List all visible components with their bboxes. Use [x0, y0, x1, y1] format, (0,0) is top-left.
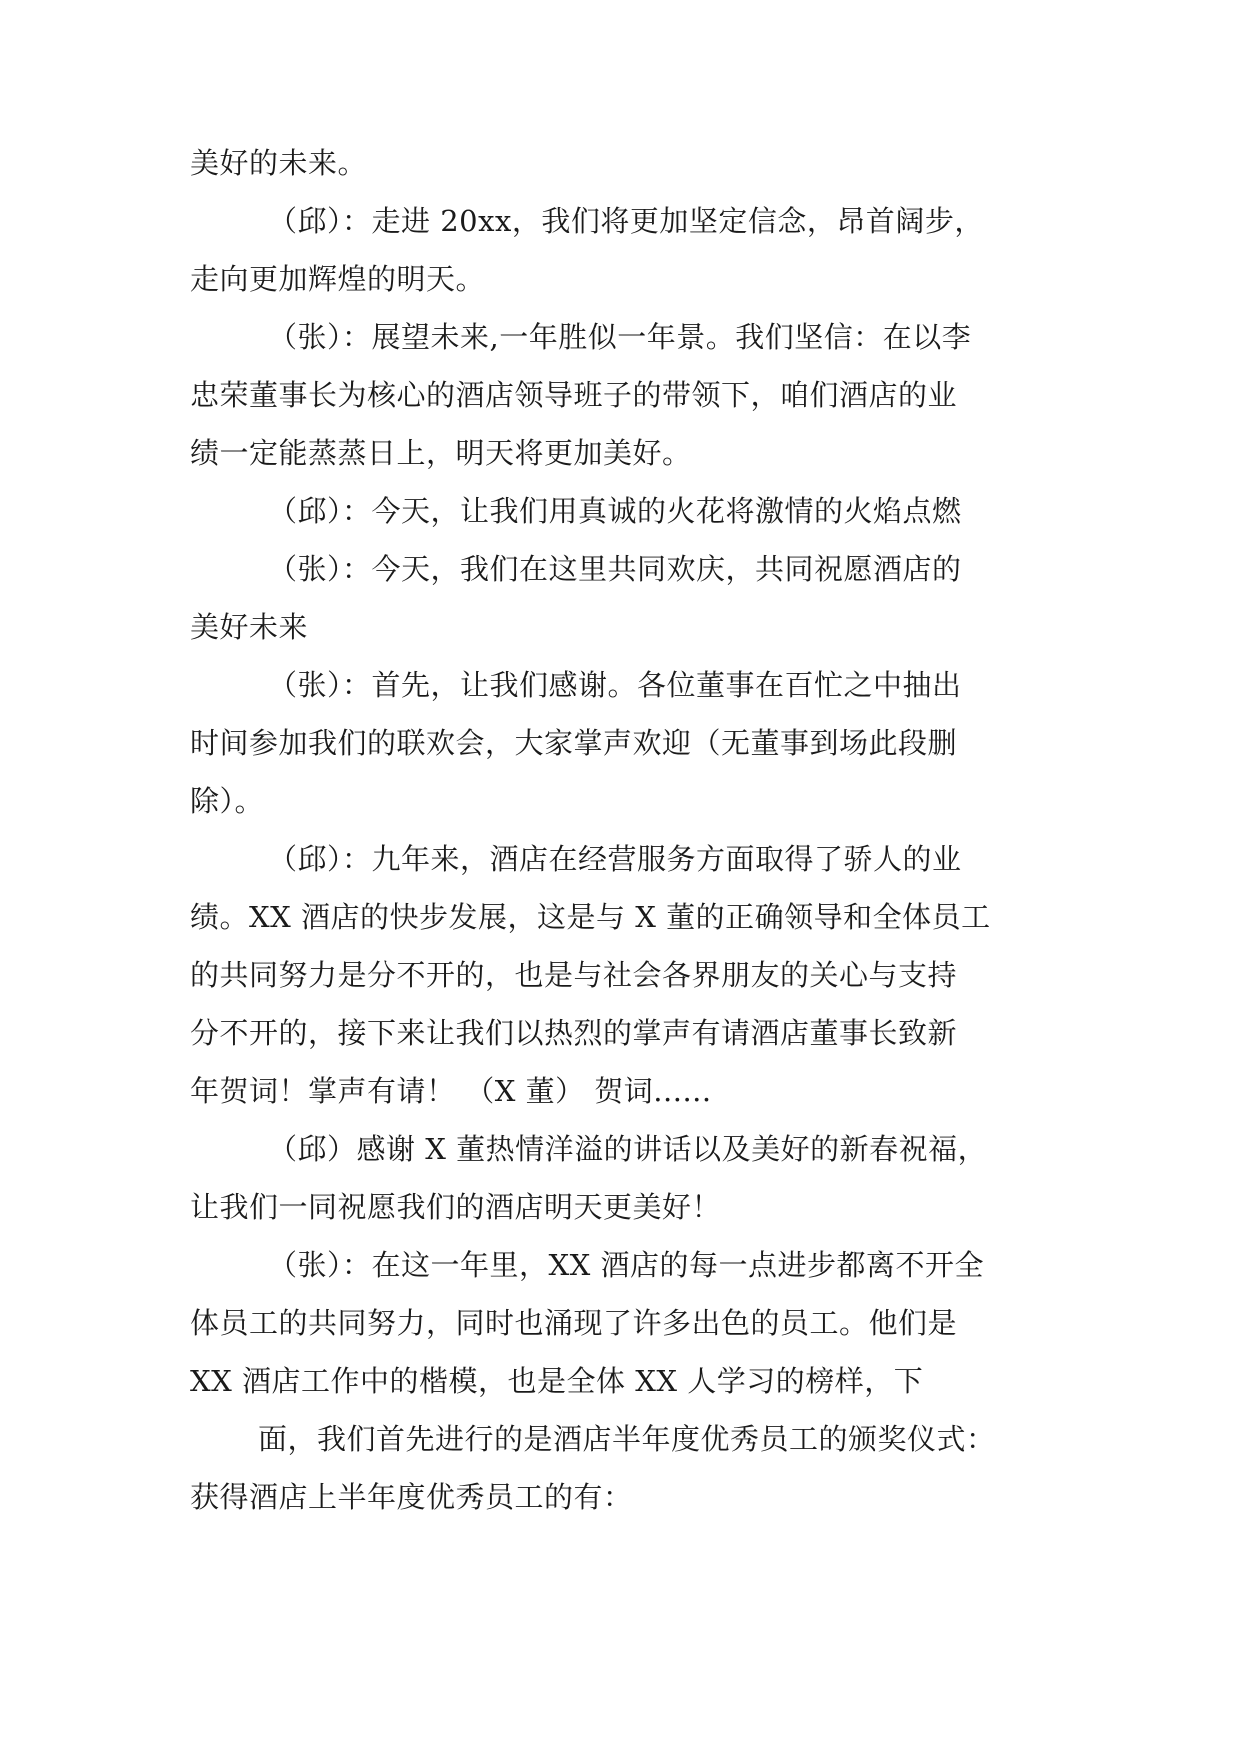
text-line-24: 获得酒店上半年度优秀员工的有： [190, 1480, 633, 1514]
text-line-19: 让我们一同祝愿我们的酒店明天更美好！ [190, 1190, 722, 1224]
text-line-15: 的共同努力是分不开的，也是与社会各界朋友的关心与支持 [190, 958, 958, 992]
text-line-13: （邱）：九年来，酒店在经营服务方面取得了骄人的业 [268, 842, 962, 876]
text-line-17: 年贺词！掌声有请！ （X 董） 贺词...... [190, 1074, 712, 1108]
text-line-22: XX 酒店工作中的楷模，也是全体 XX 人学习的榜样，下 [190, 1364, 924, 1398]
text-line-3: 走向更加辉煌的明天。 [190, 262, 486, 296]
text-line-6: 绩一定能蒸蒸日上，明天将更加美好。 [190, 436, 692, 470]
text-line-1: 美好的未来。 [190, 146, 368, 180]
text-line-4: （张）：展望未来,一年胜似一年景。我们坚信：在以李 [268, 320, 972, 354]
text-line-9: 美好未来 [190, 610, 309, 644]
text-line-18: （邱）感谢 X 董热情洋溢的讲话以及美好的新春祝福， [268, 1132, 988, 1166]
text-line-2: （邱）：走进 20xx，我们将更加坚定信念，昂首阔步， [268, 204, 984, 238]
text-line-5: 忠荣董事长为核心的酒店领导班子的带领下，咱们酒店的业 [190, 378, 958, 412]
text-line-21: 体员工的共同努力，同时也涌现了许多出色的员工。他们是 [190, 1306, 958, 1340]
text-line-14: 绩。XX 酒店的快步发展，这是与 X 董的正确领导和全体员工 [190, 900, 991, 934]
text-line-12: 除）。 [190, 784, 265, 818]
text-line-8: （张）：今天，我们在这里共同欢庆，共同祝愿酒店的 [268, 552, 962, 586]
text-line-23: 面，我们首先进行的是酒店半年度优秀员工的颁奖仪式： [258, 1422, 996, 1456]
text-line-20: （张）：在这一年里，XX 酒店的每一点进步都离不开全 [268, 1248, 985, 1282]
text-line-16: 分不开的，接下来让我们以热烈的掌声有请酒店董事长致新 [190, 1016, 958, 1050]
text-line-7: （邱）：今天，让我们用真诚的火花将激情的火焰点燃 [268, 494, 962, 528]
text-line-10: （张）：首先，让我们感谢。各位董事在百忙之中抽出 [268, 668, 962, 702]
text-line-11: 时间参加我们的联欢会，大家掌声欢迎（无董事到场此段删 [190, 726, 958, 760]
